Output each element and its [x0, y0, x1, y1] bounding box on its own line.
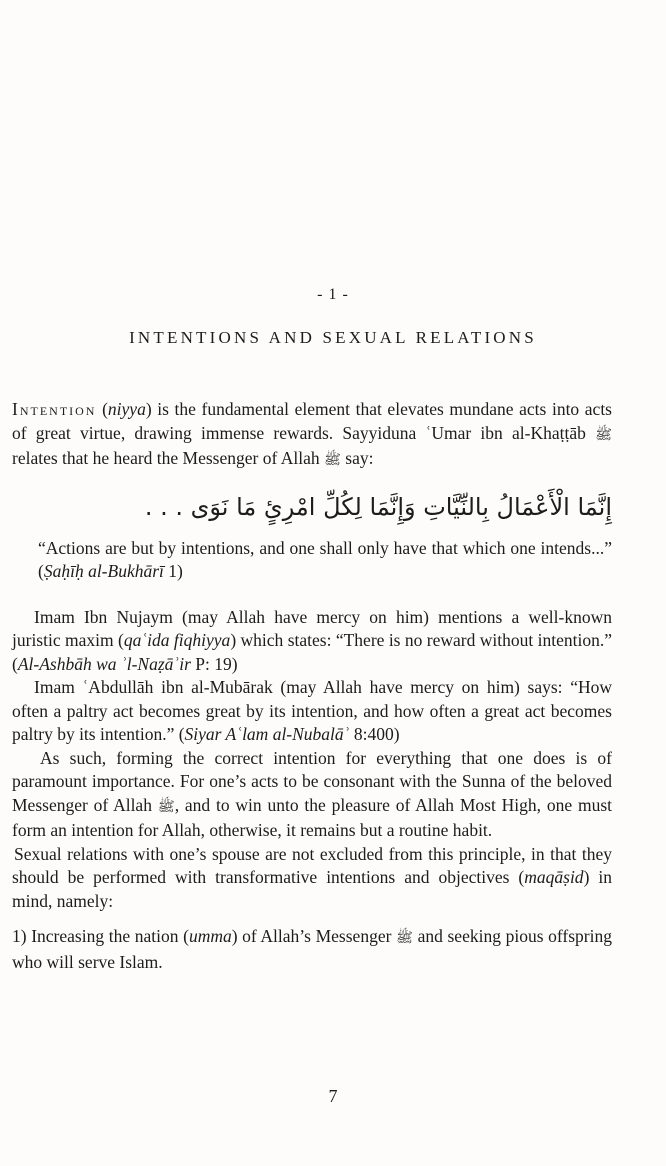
- honorific-icon: ﷺ: [396, 930, 413, 946]
- source-ashbah: Al-Ashbāh wa ʾl-Naẓāʾir: [17, 653, 191, 674]
- paragraph-ibn-mubarak: [12, 676, 612, 747]
- hadith-source: Ṣaḥīḥ al-Bukhārī: [43, 561, 164, 581]
- honorific-icon: ﷺ: [323, 452, 341, 468]
- text-span: relates that he heard the Messenger of Allah: [12, 448, 324, 468]
- text-span: say:: [340, 448, 374, 468]
- hadith-translation: [38, 537, 612, 584]
- text-span: Imam ʿAbdullāh ibn al-Mubārak (may Allah have mercy on him) says: “How often a paltry act becomes great by its intention, and how often a great act becomes paltry by its intention.” (: [12, 677, 612, 744]
- text-span: 8:400): [349, 724, 400, 744]
- text-span: 1) Increasing the nation (: [12, 926, 189, 946]
- paragraph-intention: [12, 398, 612, 473]
- source-siyar: Siyar Aʿlam al-Nubalāʾ: [184, 724, 350, 744]
- chapter-number: - 1 -: [317, 286, 349, 303]
- paragraph-ibn-nujaym: [12, 606, 612, 677]
- text-span: and seeking pious offspring who will serve Islam.: [12, 926, 612, 972]
- text-span: 1): [163, 561, 183, 581]
- honorific-icon: ﷺ: [595, 426, 612, 443]
- hadith-arabic: إِنَّمَا الْأَعْمَالُ بِالنِّيَّاتِ وَإِنَّمَا لِكُلِّ امْرِئٍ مَا نَوَى . . .: [144, 492, 612, 521]
- text-span: , and to win unto the pleasure of Allah Most High, one must form an intention for Allah, otherwise, it remains but a routine habit.: [12, 794, 612, 840]
- text-span: ) which states: “There is no reward without intention.” (: [12, 630, 612, 674]
- term-niyya: niyya: [107, 399, 146, 419]
- text-span: Imam Ibn Nujaym (may Allah have mercy on him) mentions a well-known juristic maxim (: [12, 606, 612, 650]
- text-span: (: [96, 399, 108, 419]
- text-span: As such, forming the correct intention for everything that one does is of paramount importance. For one’s acts to be consonant with the Sunna of the beloved Messenger of Allah: [12, 747, 612, 815]
- term-qaida: qaʿida fiqhiyya: [123, 630, 231, 650]
- paragraph-sexual-relations: [12, 843, 612, 914]
- paragraph-as-such: [12, 747, 612, 843]
- chapter-title: INTENTIONS AND SEXUAL RELATIONS: [129, 328, 537, 347]
- text-span: ) in mind, namely:: [12, 867, 612, 911]
- term-maqasid: maqāṣid: [524, 867, 584, 887]
- text-span: ) of Allah’s Messenger: [231, 926, 397, 946]
- page-number: 7: [328, 1086, 338, 1106]
- text-span: ) is the fundamental element that elevates mundane acts into acts of great virtue, drawing immense rewards. Sayyiduna ʿUmar ibn al-Khaṭṭāb: [12, 399, 612, 443]
- body-text: [12, 398, 612, 974]
- text-span: Sexual relations with one’s spouse are not excluded from this principle, in that they should be performed with transformative intentions and objectives (: [12, 843, 612, 887]
- list-item: [12, 925, 612, 974]
- term-umma: umma: [188, 926, 232, 946]
- text-span: P: 19): [190, 653, 238, 674]
- honorific-icon: ﷺ: [157, 798, 175, 815]
- lead-word: Intention: [12, 399, 97, 419]
- text-span: “Actions are but by intentions, and one shall only have that which one intends...” (: [38, 537, 612, 581]
